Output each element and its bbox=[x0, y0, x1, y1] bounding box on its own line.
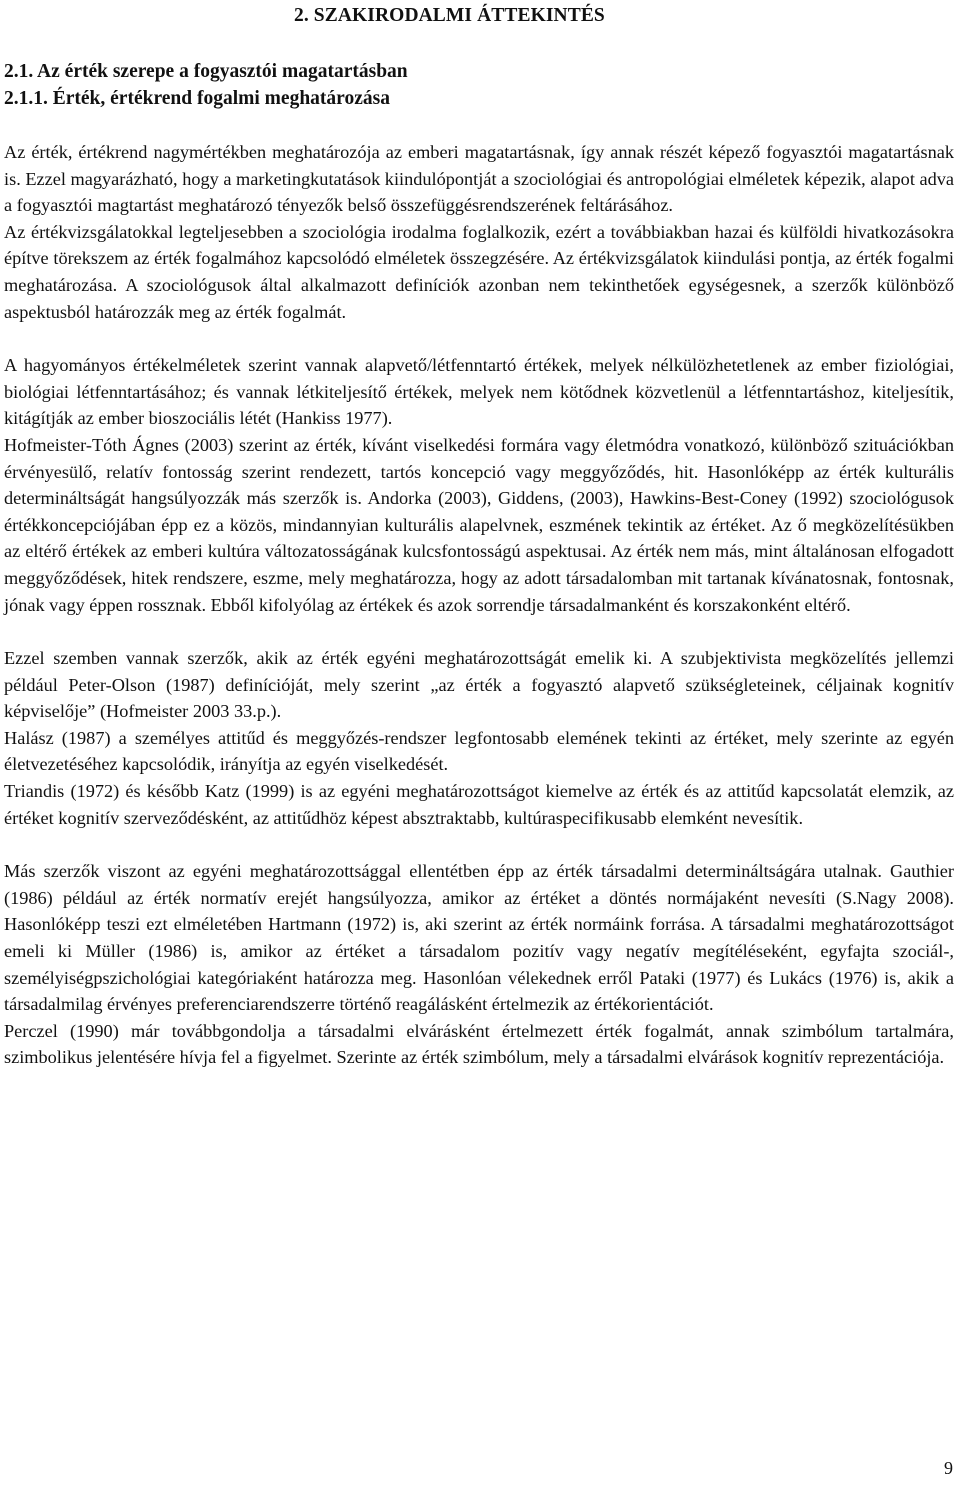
body-text bbox=[4, 139, 954, 1071]
paragraph-perczel: Perczel (1990) már továbbgondolja a társadalmi elvárásként értelmezett érték fogalmát, annak szimbólum tartalmára, szimbolikus jelentésére hívja fel a figyelmet. Szerinte az érték szimbólum, mely a társadalmi elvárások kognitív reprezentációja. bbox=[4, 1020, 954, 1068]
paragraph-sociology: Az értékvizsgálatokkal legteljesebben a szociológia irodalma foglalkozik, ezért a továbbiakban hazai és külföldi hivatkozásokra építve törekszem az érték fogalmához kapcsolódó elméletek összegzésére. Az értékvizsgálatok kiindulási pontja, az érték fogalmi meghatározása. A szociológusok által alkalmazott definíciók azonban nem tekinthetőek egységesnek, a szerzők különböző aspektusból határozzák meg az érték fogalmát. bbox=[4, 221, 954, 322]
paragraph-social-determination: Más szerzők viszont az egyéni meghatározottsággal ellentétben épp az érték társadalmi determináltságára utalnak. Gauthier (1986) például az érték normatív erejét hangsúlyozza, amikor az értéket a döntés normájaként nevesíti (S.Nagy 2008). Hasonlóképp teszi ezt elméletében Hartmann (1972) is, aki szerint az érték normáink forrása. A társadalmi meghatározottságot emeli ki Müller (1986) is, amikor az értéket a társadalom pozitív vagy negatív megítéléseként, egyfajta szociál-, személyiségpszichológiai kategóriaként határozza meg. Hasonlóan vélekednek erről Pataki (1977) és Lukács (1976) is, akik a társadalmilag érvényes preferenciarendszerre történő reagálásként értelmezik az értékorientációt. bbox=[4, 861, 954, 1015]
paragraph-intro: Az érték, értékrend nagymértékben meghatározója az emberi magatartásnak, így annak részét képező fogyasztói magatartásnak is. Ezzel magyarázható, hogy a marketingkutatások kiindulópontját a szociológiai és antropológiai elméletek képezik, alapot adva a fogyasztói magtartást meghatározó tényezők belső összefüggésrendszerének feltárásához. bbox=[4, 142, 954, 216]
paragraph-subjectivist: Ezzel szemben vannak szerzők, akik az érték egyéni meghatározottságát emelik ki. A szubjektivista megközelítés jellemzi például Peter-Olson (1987) definícióját, mely szerint „az érték a fogyasztó alapvető szükségleteinek, céljainak kognitív képviselője” (Hofmeister 2003 33.p.). bbox=[4, 648, 954, 722]
chapter-title: 2. SZAKIRODALMI ÁTTEKINTÉS bbox=[294, 5, 605, 26]
subsection-heading: 2.1.1. Érték, értékrend fogalmi meghatározása bbox=[4, 88, 390, 109]
paragraph-traditional-theories: A hagyományos értékelméletek szerint vannak alapvető/létfenntartó értékek, melyek nélkülözhetetlenek az ember fiziológiai, biológiai létfenntartásához; és vannak létkiteljesítő értékek, melyek nem kötődnek közvetlenül a létfenntartáshoz, kiteljesítik, kitágítják az ember bioszociális létét (Hankiss 1977). bbox=[4, 355, 954, 429]
section-heading: 2.1. Az érték szerepe a fogyasztói magatartásban bbox=[4, 61, 408, 82]
paragraph-halasz: Halász (1987) a személyes attitűd és meggyőzés-rendszer legfontosabb elemének tekinti az értéket, mely szerinte az egyén életvezetéséhez kapcsolódik, irányítja az egyén viselkedését. bbox=[4, 727, 954, 775]
page-number: 9 bbox=[944, 1458, 953, 1478]
paragraph-hofmeister: Hofmeister-Tóth Ágnes (2003) szerint az érték, kívánt viselkedési formára vagy életmódra vonatkozó, különböző szituációkban érvényesülő, relatív fontosság szerint rendezett, tartós koncepció vagy meggyőződés, hit. Hasonlóképp az érték kulturális determináltságát hangsúlyozzák más szerzők is. Andorka (2003), Giddens, (2003), Hawkins-Best-Coney (1992) szociológusok értékkoncepciójában épp ez a közös, mindannyian kulturális alapelvnek, eszmének tekintik az értéket. Az ő megközelítésükben az eltérő értékek az emberi kultúra változatosságának kulcsfontosságú aspektusai. Az érték nem más, mint általánosan elfogadott meggyőződések, hitek rendszere, eszme, mely meghatározza, hogy az adott társadalomban mit tartanak kívánatosnak, fontosnak, jónak vagy éppen rossznak. Ebből kifolyólag az értékek és azok sorrendje társadalmanként és korszakonként eltérő. bbox=[4, 434, 954, 615]
paragraph-triandis: Triandis (1972) és később Katz (1999) is az egyéni meghatározottságot kiemelve az érték és az attitűd kapcsolatát elemzik, az értéket kognitív szerveződésként, az attitűdhöz képest absztraktabb, kultúraspecifikusabb elemként nevesítik. bbox=[4, 781, 954, 828]
